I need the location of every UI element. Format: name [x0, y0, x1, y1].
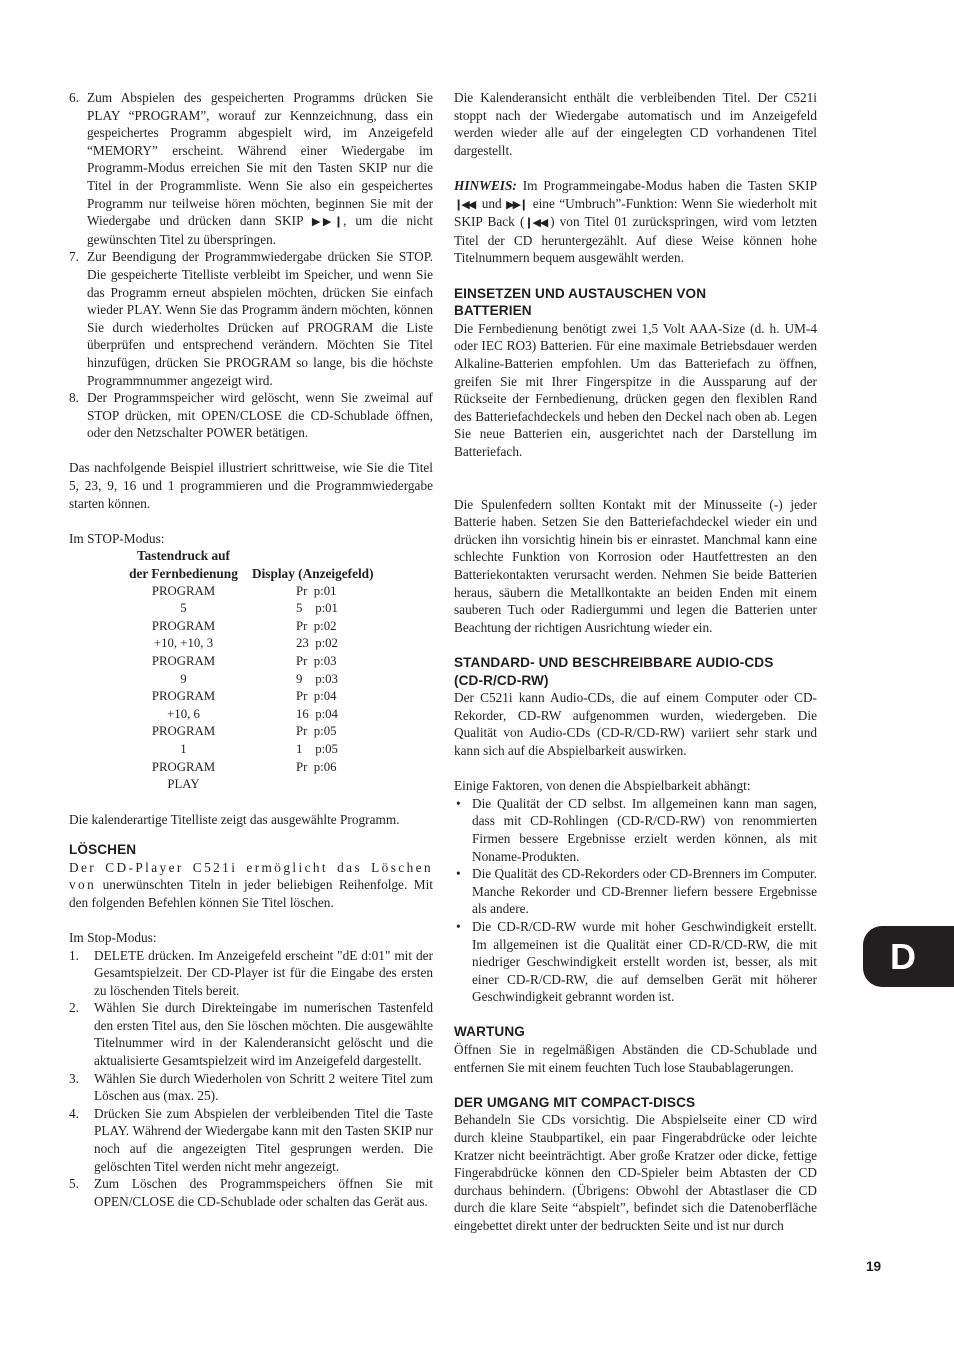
table-row: [123, 688, 374, 706]
delete-step: [69, 1070, 433, 1105]
header-display: Display (Anzeigefeld): [252, 566, 374, 582]
section-heading-loeschen: LÖSCHEN: [69, 841, 137, 857]
table-row: [123, 635, 374, 653]
table-row: [123, 618, 374, 636]
table-row: [123, 741, 374, 759]
calendar-note: Die kalenderartige Titelliste zeigt das ausgewählte Programm.: [69, 812, 400, 828]
display-cell: 23 p:02: [296, 636, 338, 651]
audio-cds-paragraph: Der C521i kann Audio-CDs, die auf einem Computer oder CD-Rekorder, CD-RW aufgenommen wurden, wiedergeben. Die Qualität von Audio-CDs (CD-R/CD-RW) variiert sehr stark und kann sich auf die Abspielbarkeit auswirken.: [454, 690, 817, 758]
key-cell: PROGRAM: [151, 618, 216, 633]
calendar-view-text: Die Kalenderansicht enthält die verbleibenden Titel. Der C521i stoppt nach der Wiedergabe automatisch und im Anzeigefeld werden wieder alle auf der eingelegten CD vorhandenen Titel dargestellt.: [454, 90, 817, 158]
stop-mode-label: Im STOP-Modus:: [69, 530, 165, 546]
delete-step: [69, 947, 433, 1000]
loeschen-lead: Der CD-Player C521i ermöglicht das Löschen von: [69, 859, 433, 893]
stop-mode-label-2: Im Stop-Modus:: [69, 929, 157, 945]
hinweis-text: eine “Umbruch”-Funktion: Wenn Sie wiederholt mit SKIP Back (: [454, 195, 818, 230]
factors-list: [454, 795, 817, 1006]
step-text: DELETE drücken. Im Anzeigefeld erscheint "dE d:01" mit der Gesamtspielzeit. Der CD-Player ist für die Eingabe des ersten zu löschenden Titels bereit.: [94, 947, 433, 998]
loeschen-rest: unerwünschten Titeln in jeder beliebigen Reihenfolge. Mit den folgenden Befehlen können Sie Titel löschen.: [69, 877, 433, 910]
section-heading-audio-cds: [454, 654, 817, 689]
program-example-table: [123, 547, 374, 793]
display-cell: Pr p:04: [296, 689, 337, 704]
left-column: [69, 89, 433, 1210]
key-cell: PROGRAM: [151, 654, 216, 668]
hinweis-label: HINWEIS:: [454, 177, 517, 193]
step-number: 3.: [69, 1070, 79, 1086]
hinweis-text: und: [477, 195, 507, 211]
display-cell: 9 p:03: [296, 671, 338, 686]
section-heading-batterien: [454, 285, 817, 320]
list-item-text: Die CD-R/CD-RW wurde mit hoher Geschwindigkeit erstellt. Im allgemeinen ist die Qualität einer CD-R/CD-RW, die mit niedriger Geschwindigkeit erstellt worden ist, besser, als mit einer CD-R/CD-RW, die auf demselben Gerät mit höherer Geschwindigkeit gebrannt worden ist.: [472, 918, 817, 1005]
display-cell: Pr p:03: [296, 654, 337, 668]
key-cell: PROGRAM: [151, 583, 216, 598]
delete-step: [69, 1175, 433, 1210]
language-tab-letter: D: [890, 936, 916, 977]
key-cell: 9: [180, 671, 187, 686]
delete-steps-list: [69, 947, 433, 1211]
step-text: Zum Löschen des Programmspeichers öffnen Sie mit OPEN/CLOSE die CD-Schublade oder schalten das Gerät aus.: [94, 1176, 433, 1209]
example-intro: Das nachfolgende Beispiel illustriert schrittweise, wie Sie die Titel 5, 23, 9, 16 und 1 programmieren und die Programmwiedergabe starten können.: [69, 460, 433, 511]
step-text-after: , um die nicht gewünschten Titel zu überspringen.: [87, 213, 433, 247]
key-cell: PROGRAM: [151, 759, 216, 774]
heading-line: BATTERIEN: [454, 303, 532, 319]
bullet-icon: •: [456, 795, 461, 811]
table-row: [123, 600, 374, 618]
skip-back-icon: ❙◀◀: [524, 216, 548, 230]
list-item: [454, 795, 817, 865]
display-cell: 5 p:01: [296, 601, 338, 616]
display-cell: Pr p:06: [296, 759, 337, 774]
key-cell: 5: [180, 601, 187, 616]
key-cell: PROGRAM: [151, 689, 216, 704]
step-number: 1.: [69, 947, 79, 963]
display-cell: Pr p:01: [296, 583, 337, 598]
bullet-icon: •: [456, 866, 461, 882]
program-step-8: [69, 389, 433, 442]
factors-intro: Einige Faktoren, von denen die Abspielbarkeit abhängt:: [454, 778, 751, 794]
right-column: [454, 89, 817, 1235]
step-number: 8.: [69, 390, 79, 406]
key-cell: 1: [180, 741, 187, 756]
table-row: [123, 723, 374, 741]
section-heading-umgang: DER UMGANG MIT COMPACT-DISCS: [454, 1094, 696, 1110]
list-item-text: Die Qualität der CD selbst. Im allgemeinen kann man sagen, dass mit CD-Rohlingen (CD-R/CD-RW) von renommierten Firmen bessere Ergebnisse erzielt werden können, als mit Noname-Produkten.: [472, 795, 817, 864]
batteries-paragraph-1: Die Fernbedienung benötigt zwei 1,5 Volt AAA-Size (d. h. UM-4 oder IEC RO3) Batterien. Für eine maximale Betriebsdauer werden Alkaline-Batterien empfohlen. Um das Batteriefach zu öffnen, greifen Sie mit Ihrer Fingerspitze in die Aussparung auf der Rückseite der Fernbedienung, drücken gegen den flexiblen Rand des Batteriefachdeckels und heben den Deckel nach oben ab. Legen Sie neue Batterien ein, ausgerichtet nach der Darstellung im Batteriefach.: [454, 320, 817, 459]
program-step-7: [69, 248, 433, 389]
key-cell: +10, 6: [167, 706, 200, 721]
table-row: [123, 671, 374, 689]
delete-step: [69, 999, 433, 1069]
delete-step: [69, 1105, 433, 1175]
list-item-text: Die Qualität des CD-Rekorders oder CD-Brenners im Computer. Manche Rekorder und CD-Brenner liefern bessere Ergebnisse als andere.: [472, 866, 817, 917]
hinweis-note: [454, 177, 817, 267]
heading-line: EINSETZEN UND AUSTAUSCHEN VON: [454, 285, 707, 301]
step-text: Wählen Sie durch Wiederholen von Schritt 2 weitere Titel zum Löschen aus (max. 25).: [94, 1070, 433, 1104]
hinweis-text: ) von Titel 01 zurückspringen, wird vom letzten Titel der CD heruntergezählt. Auf diese Weise können hohe Titelnummern bequem ausgewählt werden.: [454, 214, 817, 266]
display-cell: 16 p:04: [296, 706, 338, 721]
hinweis-text: Im Programmeingabe-Modus haben die Tasten SKIP: [516, 177, 817, 193]
display-cell: [244, 776, 374, 794]
table-row: [123, 583, 374, 601]
loeschen-text: [69, 859, 433, 912]
table-row: [123, 776, 374, 794]
list-item: [454, 918, 817, 1006]
step-text: Zur Beendigung der Programmwiedergabe drücken Sie STOP. Die gespeicherte Titelliste verbleibt im Speicher, und wenn Sie das Programm erneut abspielen möchten, drücken Sie einfach wieder PLAY. Wenn Sie das Programm ändern möchten, können Sie durch wiederholtes Drücken auf PROGRAM die Liste überprüfen und entsprechend verändern. Möchten Sie Titel hinzufügen, drücken Sie PROGRAM so lange, bis die höchste Programmnummer angezeigt wird.: [87, 249, 433, 388]
table-row: [123, 653, 374, 671]
display-cell: 1 p:05: [296, 741, 338, 756]
step-text: Drücken Sie zum Abspielen der verbleibenden Titel die Taste PLAY. Während der Wiedergabe kann mit den Tasten SKIP nur noch auf die angezeigten Titel gesprungen werden. Die gelöschten Titel werden nicht mehr angezeigt.: [94, 1105, 433, 1174]
bullet-icon: •: [456, 918, 461, 934]
skip-back-icon: ❙◀◀: [454, 197, 475, 211]
step-number: 6.: [69, 90, 79, 105]
section-heading-wartung: WARTUNG: [454, 1024, 525, 1040]
heading-line: (CD-R/CD-RW): [454, 672, 549, 688]
list-item: [454, 865, 817, 918]
skip-forward-icon: ▶▶❙: [311, 215, 341, 229]
header-key-line1: Tastendruck auf: [137, 548, 230, 564]
umgang-paragraph: Behandeln Sie CDs vorsichtig. Die Abspielseite einer CD wird durch kleine Staubpartikel, ein paar Fingerabdrücke oder leichte Kratzer nicht beeinträchtigt. Aber große Kratzer oder dicke, fettige Fingerabdrücke können den CD-Spieler beim Abtasten der CD durchaus behindern. (Übrigens: Obwohl der Abtastlaser die CD durch die klare Seite “abspielt”, befindet sich die Datenoberfläche eingebettet direkt unter der bedruckten Seite und ist nur durch: [454, 1112, 817, 1233]
step-number: 5.: [69, 1176, 79, 1192]
batteries-paragraph-2: Die Spulenfedern sollten Kontakt mit der Minusseite (-) jeder Batterie haben. Setzen Sie den Batteriefachdeckel wieder ein und drücken ihn vorsichtig hinein bis er einrastet. Manchmal kann eine schlechte Funktion von Korrosion oder Hautfettresten an den Batteriekontakten verursacht werden. Nehmen Sie beide Batterien heraus, säubern die Metallkontakte an beiden Enden mit einem sauberen Tuch oder Radiergummi und legen die Batterien unter Beachtung der richtigen Ausrichtung wieder ein.: [454, 496, 817, 635]
language-tab: [863, 926, 954, 987]
key-cell: PROGRAM: [151, 724, 216, 739]
table-row: [123, 759, 374, 777]
step-number: 4.: [69, 1105, 79, 1121]
display-cell: Pr p:05: [296, 724, 337, 739]
step-number: 2.: [69, 1000, 79, 1016]
step-text: Zum Abspielen des gespeicherten Programms drücken Sie PLAY “PROGRAM”, worauf zur Kennzeichnung, dass ein gespeichertes Programm abgespielt wird, im Anzeigefeld “MEMORY” erscheint. Während einer Wiedergabe im Programm-Modus erreichen Sie mit den Tasten SKIP nur die Titel in der Programmliste. Wenn Sie also ein gespeichertes Programm nur teilweise hören möchten, beginnen Sie mit der Wiedergabe und drücken dann SKIP: [87, 90, 433, 229]
skip-forward-icon: ▶▶❙: [506, 197, 526, 211]
display-cell: Pr p:02: [296, 618, 337, 633]
step-number: 7.: [69, 249, 79, 265]
key-cell: PLAY: [167, 777, 200, 792]
step-text: Der Programmspeicher wird gelöscht, wenn Sie zweimal auf STOP drücken, mit OPEN/CLOSE die CD-Schublade öffnen, oder den Netzschalter POWER betätigen.: [87, 390, 433, 441]
program-steps-list: [69, 89, 433, 442]
wartung-paragraph: Öffnen Sie in regelmäßigen Abständen die CD-Schublade und entfernen Sie mit einem feuchten Tuch lose Staubablagerungen.: [454, 1042, 817, 1075]
key-cell: +10, +10, 3: [153, 636, 214, 651]
heading-line: STANDARD- UND BESCHREIBBARE AUDIO-CDS: [454, 655, 774, 670]
program-step-6: [69, 89, 433, 248]
table-row: [123, 706, 374, 724]
page-number: 19: [866, 1259, 882, 1274]
header-key-line2: der Fernbedienung: [129, 566, 238, 582]
step-text: Wählen Sie durch Direkteingabe im numerischen Tastenfeld den ersten Titel aus, den Sie löschen möchten. Die ausgewählte Titelnummer wird in der Kalenderansicht gelöscht und die aktualisierte Gesamtspielzeit wird im Anzeigefeld dargestellt.: [94, 1000, 433, 1069]
